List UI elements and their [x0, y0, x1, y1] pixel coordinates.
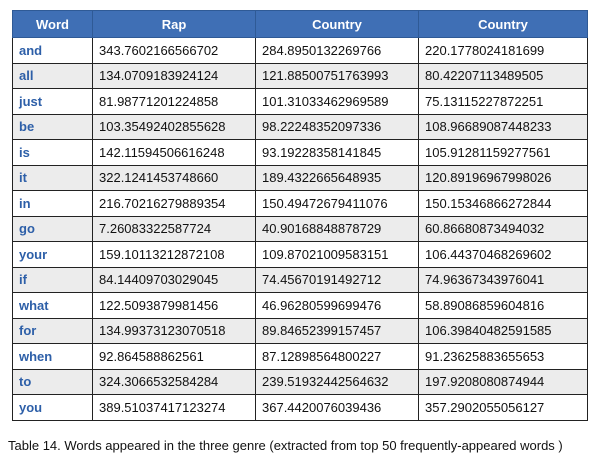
- cell-word: when: [13, 344, 93, 370]
- cell-country-2: 108.96689087448233: [419, 114, 588, 140]
- cell-country-1: 367.4420076039436: [256, 395, 419, 421]
- cell-country-2: 105.91281159277561: [419, 140, 588, 166]
- cell-rap: 84.14409703029045: [93, 267, 256, 293]
- table-row: [13, 344, 588, 370]
- cell-country-1: 121.88500751763993: [256, 63, 419, 89]
- cell-word: for: [13, 318, 93, 344]
- cell-word: is: [13, 140, 93, 166]
- cell-word: what: [13, 293, 93, 319]
- cell-word: be: [13, 114, 93, 140]
- cell-country-1: 101.31033462969589: [256, 89, 419, 115]
- cell-word: just: [13, 89, 93, 115]
- cell-country-2: 80.42207113489505: [419, 63, 588, 89]
- cell-rap: 122.5093879981456: [93, 293, 256, 319]
- table-row: [13, 395, 588, 421]
- header-country-1: Country: [256, 11, 419, 38]
- cell-rap: 103.35492402855628: [93, 114, 256, 140]
- cell-country-1: 74.45670191492712: [256, 267, 419, 293]
- cell-country-2: 357.2902055056127: [419, 395, 588, 421]
- table-row: [13, 318, 588, 344]
- table-row: [13, 165, 588, 191]
- cell-rap: 324.3066532584284: [93, 369, 256, 395]
- cell-country-1: 46.96280599699476: [256, 293, 419, 319]
- cell-rap: 142.11594506616248: [93, 140, 256, 166]
- cell-word: your: [13, 242, 93, 268]
- table-row: [13, 63, 588, 89]
- table-header-row: [13, 11, 588, 38]
- cell-country-2: 58.89086859604816: [419, 293, 588, 319]
- cell-country-2: 60.86680873494032: [419, 216, 588, 242]
- cell-country-1: 284.8950132269766: [256, 38, 419, 64]
- cell-country-2: 106.39840482591585: [419, 318, 588, 344]
- header-rap: Rap: [93, 11, 256, 38]
- table-row: [13, 140, 588, 166]
- cell-word: all: [13, 63, 93, 89]
- table-row: [13, 89, 588, 115]
- table-row: [13, 293, 588, 319]
- cell-country-2: 74.96367343976041: [419, 267, 588, 293]
- table-row: [13, 38, 588, 64]
- cell-word: to: [13, 369, 93, 395]
- cell-rap: 216.70216279889354: [93, 191, 256, 217]
- cell-word: in: [13, 191, 93, 217]
- table-row: [13, 267, 588, 293]
- table-body: [13, 38, 588, 421]
- cell-country-2: 150.15346866272844: [419, 191, 588, 217]
- cell-word: and: [13, 38, 93, 64]
- cell-country-2: 75.13115227872251: [419, 89, 588, 115]
- cell-rap: 134.99373123070518: [93, 318, 256, 344]
- cell-country-1: 239.51932442564632: [256, 369, 419, 395]
- cell-rap: 343.7602166566702: [93, 38, 256, 64]
- cell-country-1: 93.19228358141845: [256, 140, 419, 166]
- word-frequency-table: [12, 10, 588, 421]
- cell-rap: 7.26083322587724: [93, 216, 256, 242]
- table-row: [13, 191, 588, 217]
- cell-country-1: 98.22248352097336: [256, 114, 419, 140]
- table-row: [13, 216, 588, 242]
- cell-word: go: [13, 216, 93, 242]
- cell-country-2: 106.44370468269602: [419, 242, 588, 268]
- header-word: Word: [13, 11, 93, 38]
- table-row: [13, 114, 588, 140]
- cell-country-1: 87.12898564800227: [256, 344, 419, 370]
- header-country-2: Country: [419, 11, 588, 38]
- cell-rap: 81.98771201224858: [93, 89, 256, 115]
- cell-country-2: 197.9208080874944: [419, 369, 588, 395]
- cell-country-1: 89.84652399157457: [256, 318, 419, 344]
- cell-country-2: 91.23625883655653: [419, 344, 588, 370]
- cell-country-1: 40.90168848878729: [256, 216, 419, 242]
- cell-country-2: 120.89196967998026: [419, 165, 588, 191]
- cell-word: you: [13, 395, 93, 421]
- cell-country-1: 109.87021009583151: [256, 242, 419, 268]
- table-caption: Table 14. Words appeared in the three genre (extracted from top 50 frequently-appeared words ): [8, 438, 563, 453]
- table-row: [13, 369, 588, 395]
- table-row: [13, 242, 588, 268]
- cell-rap: 92.864588862561: [93, 344, 256, 370]
- cell-rap: 389.51037417123274: [93, 395, 256, 421]
- cell-country-2: 220.1778024181699: [419, 38, 588, 64]
- cell-word: it: [13, 165, 93, 191]
- cell-rap: 322.1241453748660: [93, 165, 256, 191]
- cell-rap: 159.10113212872108: [93, 242, 256, 268]
- cell-rap: 134.0709183924124: [93, 63, 256, 89]
- word-frequency-table-container: [12, 10, 587, 421]
- cell-word: if: [13, 267, 93, 293]
- cell-country-1: 189.4322665648935: [256, 165, 419, 191]
- cell-country-1: 150.49472679411076: [256, 191, 419, 217]
